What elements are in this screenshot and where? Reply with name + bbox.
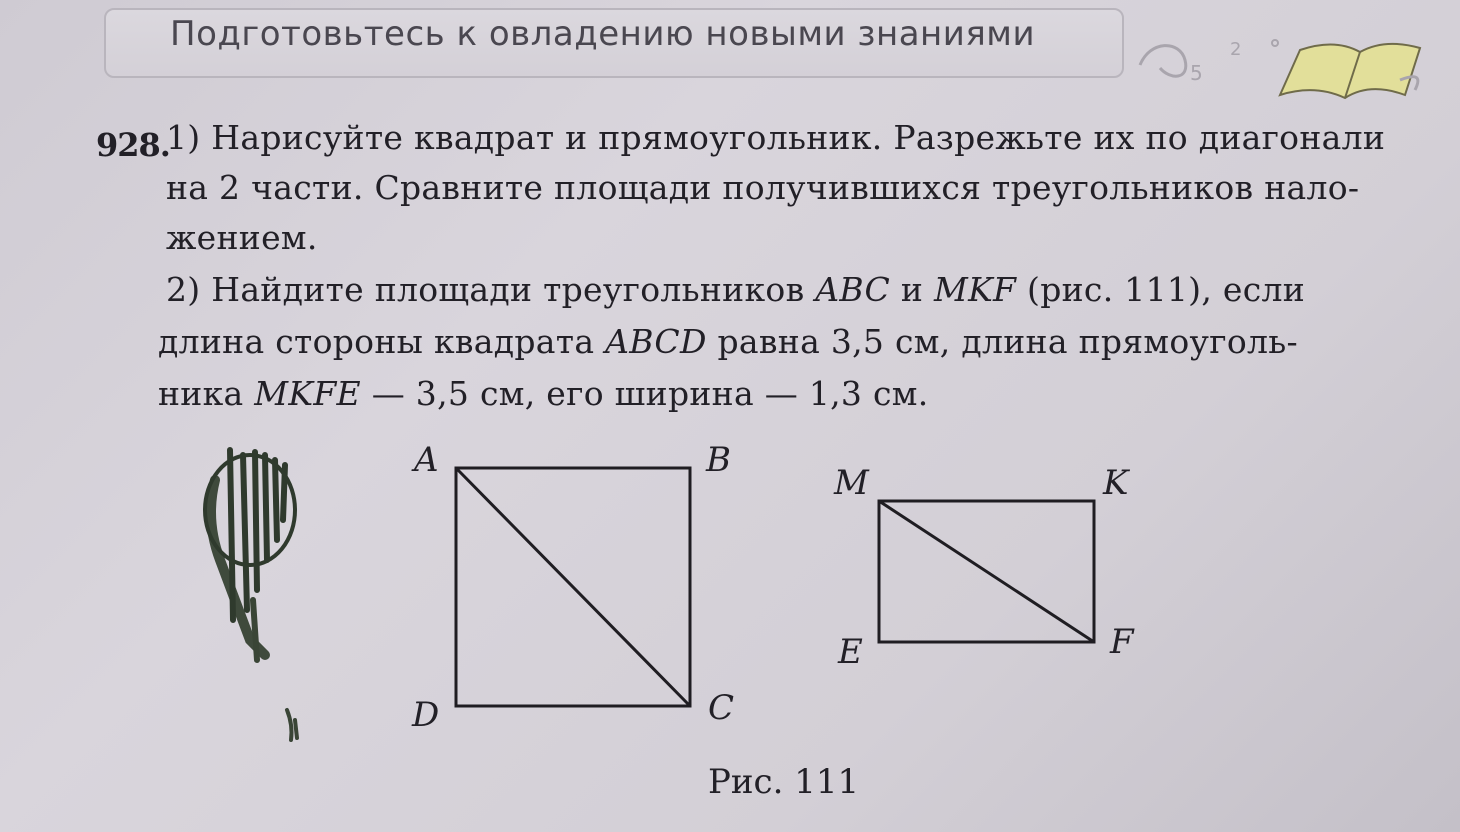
pencil-scribble (195, 440, 315, 750)
part1-label: 1) (166, 118, 201, 157)
triangle-mkf-name: MKF (933, 270, 1017, 309)
problem-line-5 (158, 322, 1298, 361)
problem-line-2: на 2 части. Сравните площади получившихся треугольников нало- (166, 168, 1360, 207)
part2-text-l2a: длина стороны квадрата (158, 322, 606, 361)
triangle-abc-name: ABC (815, 270, 891, 309)
part2-text-l3a: ника (158, 374, 255, 413)
problem-line-6 (158, 374, 929, 413)
problem-number: 928. (96, 126, 170, 164)
part2-text-l2c: равна 3,5 см, длина прямоуголь- (706, 322, 1299, 361)
vertex-label-m: M (834, 463, 869, 503)
vertex-label-b: B (706, 440, 731, 480)
problem-line-4 (166, 270, 1305, 309)
svg-text:2: 2 (1230, 39, 1242, 60)
geometry-figure (400, 435, 1160, 725)
square-diagonal-ac (456, 468, 690, 706)
figure-caption: Рис. 111 (708, 762, 860, 802)
part2-text-l3c: — 3,5 см, его ширина — 1,3 см. (360, 374, 929, 413)
part2-text-c: и (890, 270, 934, 309)
part2-text-e: (рис. 111), если (1016, 270, 1306, 309)
part2-text-a: 2) Найдите площади треугольников (166, 270, 816, 309)
svg-text:5: 5 (1190, 61, 1203, 85)
part1-text: Нарисуйте квадрат и прямоугольник. Разрежьте их по диагонали (211, 118, 1386, 157)
problem-line-3: жением. (166, 218, 318, 257)
vertex-label-d: D (412, 695, 440, 735)
rect-mkfe-name: MKFE (254, 374, 361, 413)
vertex-label-a: A (414, 440, 439, 480)
vertex-label-c: C (708, 688, 735, 728)
vertex-label-f: F (1110, 622, 1134, 662)
vertex-label-k: K (1103, 463, 1129, 503)
section-header-title: Подготовьтесь к овладению новыми знаниями (170, 14, 1036, 54)
vertex-label-e: E (838, 632, 863, 672)
square-abcd-name: ABCD (605, 322, 707, 361)
book-icon (1130, 20, 1430, 110)
rectangle-diagonal-mf (879, 501, 1094, 642)
problem-line-1 (166, 118, 1385, 157)
